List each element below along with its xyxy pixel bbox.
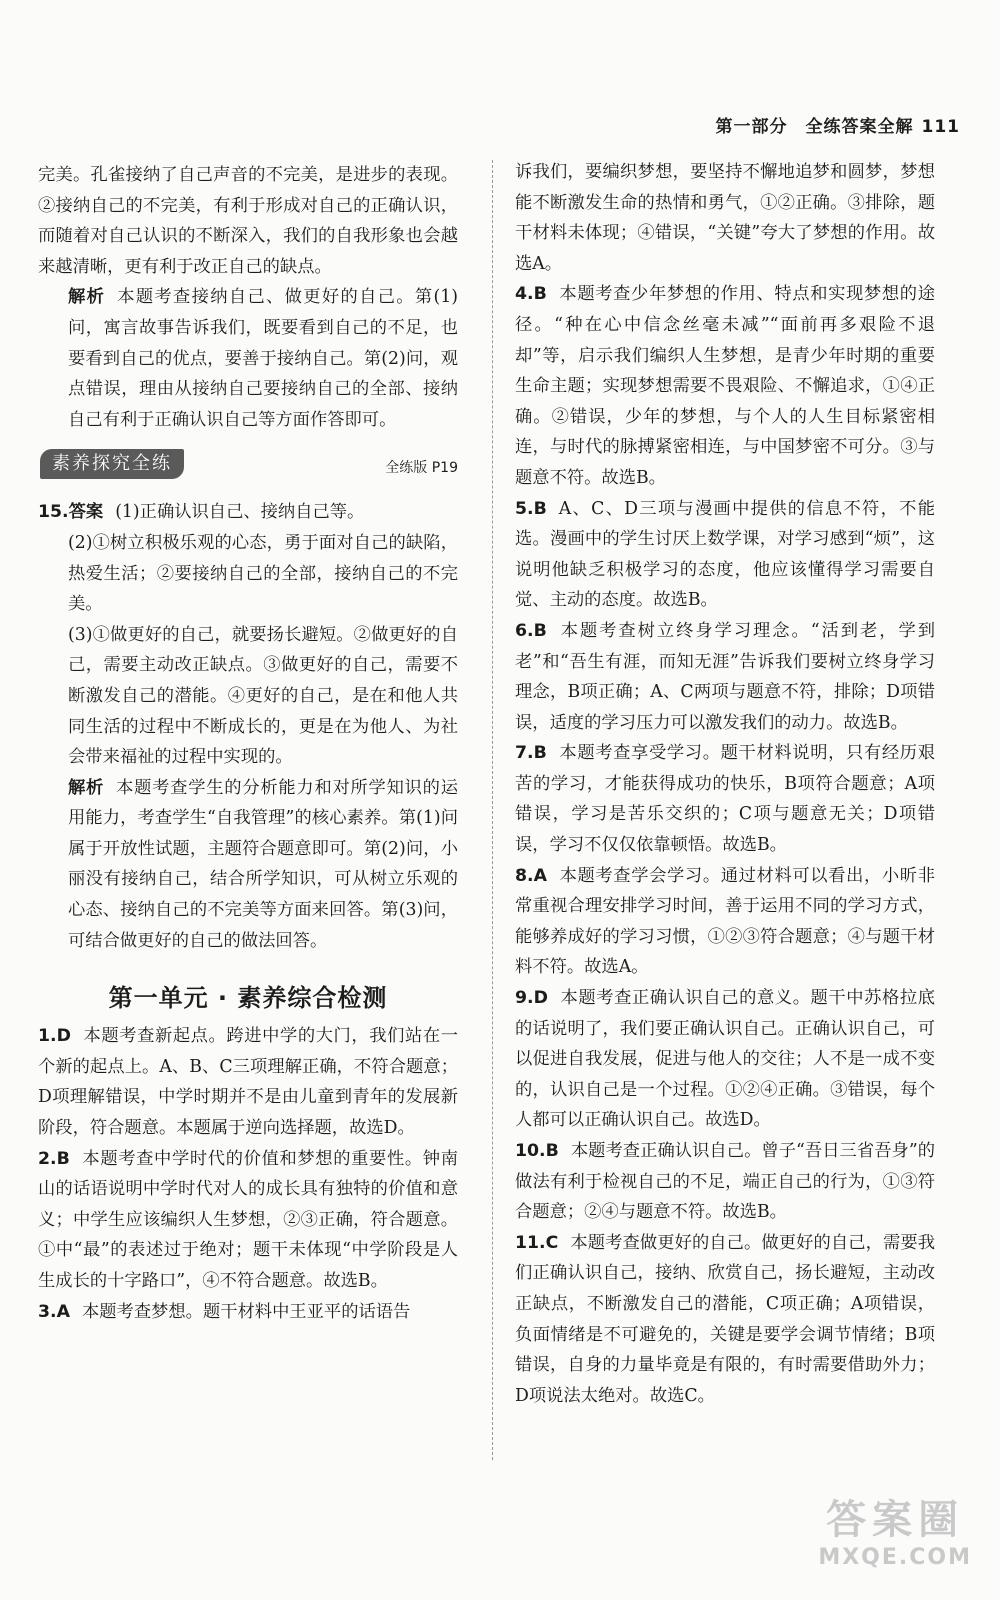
answer-item [515,279,935,493]
watermark-url: MXQE.COM [818,1545,972,1570]
answer-text: 本题考查享受学习。题干材料说明，只有经历艰苦的学习，才能获得成功的快乐，B项符合题意；A项错误，学习是苦乐交织的；C项与题意无关；D项错误，学习不仅仅依靠顿悟。故选B。 [515,743,935,856]
right-column [515,157,935,1411]
answer-item [515,983,935,1136]
answer-item [515,1228,935,1412]
question-3-continued: 诉我们，要编织梦想，要坚持不懈地追梦和圆梦，梦想能不断激发生命的热情和勇气，①②正确。③排除，题干材料未体现；④错误，“关键”夸大了梦想的作用。故选A。 [515,162,935,274]
q15-number: 15.答案 [38,502,104,523]
answer-text: A、C、D三项与漫画中提供的信息不符，不能选。漫画中的学生讨厌上数学课，对学习感到“烦”，这说明他缺乏积极学习的态度，他应该懂得学习需要自觉、主动的态度。故选B。 [515,498,935,611]
question-number: 4.B [515,284,547,305]
answer-text: 本题考查做更好的自己。做更好的自己，需要我们正确认识自己，接纳、欣赏自己，扬长避短，主动改正缺点，不断激发自己的潜能，C项正确；A项错误，负面情绪是不可避免的，关键是要学会调节情绪；B项错误，自身的力量毕竟是有限的，有时需要借助外力；D项说法太绝对。故选C。 [515,1232,935,1406]
page-number: 111 [921,117,960,137]
q15-analysis [38,773,458,957]
answer-item [515,1136,935,1228]
answer-text: 本题考查正确认识自己。曾子“吾日三省吾身”的做法有利于检视自己的不足，端正自己的行为，①③符合题意；②④与题意不符。故选B。 [515,1141,935,1223]
question-number: 10.B [515,1141,559,1161]
intro-paragraph: 完美。孔雀接纳了自己声音的不完美，是进步的表现。②接纳自己的不完美，有利于形成对自己的正确认识，而随着对自己认识的不断深入，我们的自我形象也会越来越清晰，更有利于改正自己的缺点。 [38,165,458,277]
answer-item [515,738,935,860]
header-title: 第一部分 全练答案全解 [715,117,914,137]
watermark-logo: 答案圈 [826,1497,965,1543]
question-1: 1.D 本题考查新起点。跨进中学的大门，我们站在一个新的起点上。A、B、C三项理解正确，不符合题意；D项理解错误，中学时期并不是由儿童到青年的发展新阶段，符合题意。本题属于逆向选择题，故选D。 [38,1026,458,1139]
q15-part3: (3)①做更好的自己，就要扬长避短。②做更好的自己，需要主动改正缺点。③做更好的自己，需要不断激发自己的潜能。④更好的自己，是在和他人共同生活的过程中不断成长的，更是在为他人、为社会带来福祉的过程中实现的。 [68,624,458,768]
answer-text: 本题考查学会学习。通过材料可以看出，小昕非常重视合理安排学习时间，善于运用不同的学习方式，能够养成好的学习习惯，①②③符合题意；④与题干材料不符。故选A。 [515,865,935,978]
left-column [38,160,458,1327]
answer-item [515,494,935,616]
banner-reference: 全练版 P19 [385,460,458,477]
analysis-text: 本题考查学生的分析能力和对所学知识的运用能力，考查学生“自我管理”的核心素养。第(1)问属于开放性试题，主题符合题意即可。第(2)问，小丽没有接纳自己，结合所学知识，可从树立乐观的心态、接纳自己的不完美等方面来回答。第(3)问，可结合做更好的自己的做法回答。 [68,777,458,951]
question-number: 11.C [515,1232,559,1253]
answer-item [515,861,935,983]
column-divider [492,160,493,1460]
section-banner: 素养探究全练 [40,449,184,479]
answer-text: 本题考查正确认识自己的意义。题干中苏格拉底的话说明了，我们要正确认识自己。正确认识自己，可以促进自我发展，促进与他人的交往；人不是一成不变的，认识自己是一个过程。①②④正确。③错误，每个人都可以正确认识自己。故选D。 [515,988,935,1131]
question-number: 6.B [515,620,547,641]
answer-item [515,616,935,738]
question-number: 3.A [38,1301,70,1322]
page-header [716,112,961,137]
question-number: 1.D [38,1026,71,1047]
question-3: 3.A 本题考查梦想。题干材料中王亚平的话语告 [38,1301,411,1322]
question-number: 2.B [38,1148,70,1169]
intro-analysis [38,282,458,435]
answer-list [515,279,935,1411]
question-number: 8.A [515,865,547,886]
analysis-text: 本题考查接纳自己、做更好的自己。第(1)问，寓言故事告诉我们，既要看到自己的不足，也要看到自己的优点，要善于接纳自己。第(2)问，观点错误，理由从接纳自己要接纳自己的全部、接纳自己有利于正确认识自己等方面作答即可。 [68,287,458,430]
watermark [818,1488,972,1570]
section-banner-row [38,447,458,487]
q15-part2: (2)①树立积极乐观的心态，勇于面对自己的缺陷，热爱生活；②要接纳自己的全部，接纳自己的不完美。 [68,532,458,615]
question-2: 2.B 本题考查中学时代的价值和梦想的重要性。钟南山的话语说明中学时代对人的成长具有独特的价值和意义；中学生应该编织人生梦想，②③正确，符合题意。①中“最”的表述过于绝对；题干未体现“中学阶段是人生成长的十字路口”，④不符合题意。故选B。 [38,1148,458,1291]
q15-part1: 15.答案 (1)正确认识自己、接纳自己等。 [38,502,365,523]
answer-text: 本题考查少年梦想的作用、特点和实现梦想的途径。“种在心中信念丝毫未减”“面前再多艰险不退却”等，启示我们编织人生梦想，是青少年时期的重要生命主题；实现梦想需要不畏艰险、不懈追求，①④正确。②错误，少年的梦想，与个人的人生目标紧密相连，与时代的脉搏紧密相连，与中国梦密不可分。③与题意不符。故选B。 [515,284,935,488]
section-title: 第一单元 · 素养综合检测 [108,984,388,1013]
question-number: 9.D [515,988,548,1009]
analysis-label: 解析 [68,777,105,798]
analysis-label: 解析 [68,287,106,308]
answer-text: 本题考查树立终身学习理念。“活到老，学到老”和“吾生有涯，而知无涯”告诉我们要树立终身学习理念，B项正确；A、C两项与题意不符，排除；D项错误，适度的学习压力可以激发我们的动力。故选B。 [515,620,935,733]
question-number: 7.B [515,743,547,764]
question-number: 5.B [515,498,547,519]
